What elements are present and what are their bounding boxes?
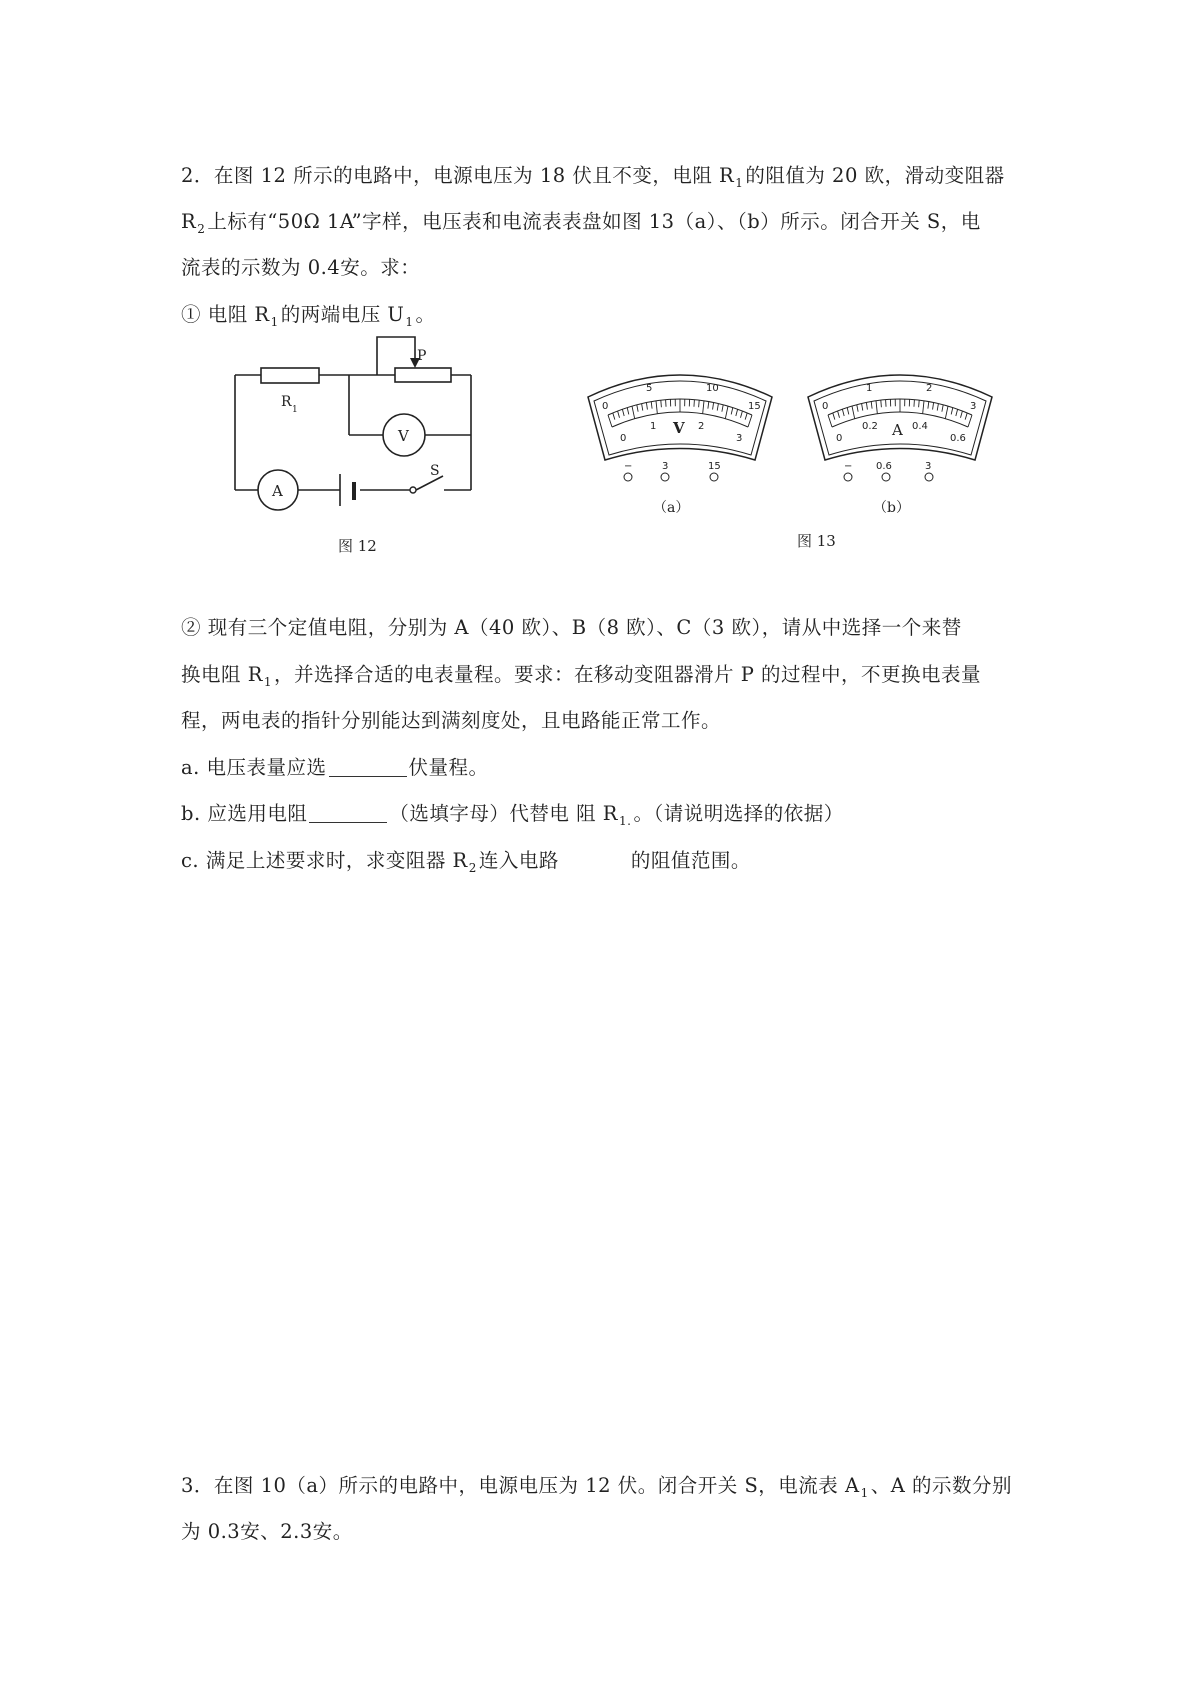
q2-text: 。 — [415, 303, 436, 326]
a-top-2: 2 — [926, 383, 933, 394]
q2-text: 上标有“50Ω 1A”字样，电压表和电流表表盘如图 13（a）、（b）所示。闭合开关 S，电 — [207, 210, 981, 233]
q3-text: 3．在图 10（a）所示的电路中，电源电压为 12 伏。闭合开关 S，电流表 A — [181, 1474, 860, 1497]
ammeter-dial — [808, 375, 992, 460]
fig12-caption: 图 12 — [338, 537, 377, 555]
v-term-3: 3 — [662, 461, 669, 472]
subscript: 2 — [468, 861, 477, 875]
q3-line-2: 为 0.3安、2.3安。 — [181, 1520, 353, 1543]
q2-text: ① 电阻 R — [181, 303, 270, 326]
v-bot-1: 1 — [650, 421, 657, 432]
slider-label: P — [417, 348, 427, 364]
a-bot-06: 0.6 — [950, 433, 966, 444]
a-top-3: 3 — [970, 401, 977, 412]
dial-tick — [661, 400, 662, 407]
a-top-1: 1 — [866, 383, 873, 394]
subscript: 1 — [735, 176, 744, 190]
a-top-0: 0 — [822, 401, 829, 412]
q2-line-2 — [181, 206, 981, 236]
q2-line-3: 流表的示数为 0.4安。求： — [181, 256, 421, 279]
answer-blank[interactable] — [329, 756, 407, 777]
q2-text: 换电阻 R — [181, 663, 263, 686]
v-top-5: 5 — [646, 383, 653, 394]
v-top-10: 10 — [706, 383, 719, 394]
voltmeter-label: V — [398, 427, 409, 445]
a-term-06: 0.6 — [876, 461, 892, 472]
a-bot-04: 0.4 — [912, 421, 928, 432]
v-term-neg: − — [624, 461, 633, 472]
a-term-neg: − — [844, 461, 853, 472]
terminal-icon — [710, 473, 718, 481]
ammeter-terminals — [844, 461, 933, 481]
fig13a-caption: （a） — [653, 500, 690, 516]
voltmeter-terminals — [624, 461, 721, 481]
switch-label: S — [430, 463, 440, 479]
q2-text: 的阻值范围。 — [630, 849, 751, 872]
a-bot-02: 0.2 — [862, 421, 878, 432]
terminal-icon — [925, 473, 933, 481]
circuit-diagram-fig12 — [225, 330, 485, 515]
subscript: 1. — [618, 814, 632, 828]
q2-text: 的两端电压 U — [280, 303, 405, 326]
q2-sub-b — [181, 798, 844, 828]
q2-text: 。（请说明选择的依据） — [633, 802, 844, 825]
q2-text: 伏量程。 — [408, 756, 489, 779]
r1-subscript: 1 — [292, 405, 298, 415]
rheostat-r2 — [395, 368, 451, 382]
r1-label: R — [281, 394, 292, 410]
q2-text: 2．在图 12 所示的电路中，电源电压为 18 伏且不变，电阻 R — [181, 164, 735, 187]
fig13-caption: 图 13 — [797, 532, 836, 550]
v-bot-3: 3 — [736, 433, 743, 444]
v-bot-0: 0 — [620, 433, 627, 444]
q2-text: c. 满足上述要求时，求变阻器 R — [181, 849, 468, 872]
subscript: 1 — [270, 315, 279, 329]
ammeter-label: A — [272, 482, 283, 500]
meters-fig13 — [580, 365, 1065, 520]
q2-text: （选填字母）代替电 阻 R — [389, 802, 618, 825]
dial-tick — [881, 400, 882, 407]
resistor-r1 — [261, 368, 319, 383]
subscript: 1 — [405, 315, 414, 329]
voltmeter-symbol-label: V — [673, 419, 685, 437]
subscript: 2 — [197, 222, 206, 236]
voltmeter-dial — [588, 375, 772, 460]
terminal-icon — [882, 473, 890, 481]
fig13b-caption: （b） — [873, 500, 910, 516]
q3-text: 、A 的示数分别 — [870, 1474, 1013, 1497]
dial-tick — [919, 400, 920, 407]
ammeter-symbol-label: A — [892, 421, 903, 439]
v-term-15: 15 — [708, 461, 721, 472]
q2-line-1 — [181, 160, 1005, 190]
q2-text: 的阻值为 20 欧，滑动变阻器 — [745, 164, 1005, 187]
q2-part-2-line-2 — [181, 659, 981, 689]
answer-blank[interactable] — [309, 802, 387, 823]
q2-part-2-line-3: 程，两电表的指针分别能达到满刻度处，且电路能正常工作。 — [181, 709, 722, 732]
q2-part-2-line-1: ② 现有三个定值电阻，分别为 A（40 欧）、B（8 欧）、C（3 欧），请从中选择一个来替 — [181, 616, 962, 639]
terminal-icon — [844, 473, 852, 481]
q2-text: ，并选择合适的电表量程。要求：在移动变阻器滑片 P 的过程中，不更换电表量 — [274, 663, 982, 686]
q2-sub-a — [181, 752, 489, 780]
q2-text: R — [181, 210, 197, 233]
q3-line-1 — [181, 1470, 1012, 1500]
terminal-icon — [661, 473, 669, 481]
subscript: 1 — [860, 1486, 869, 1500]
v-top-15: 15 — [748, 401, 761, 412]
q2-part-1 — [181, 299, 436, 329]
a-term-3: 3 — [925, 461, 932, 472]
q2-sub-c — [181, 845, 751, 875]
v-top-0: 0 — [602, 401, 609, 412]
q2-text: b. 应选用电阻 — [181, 802, 308, 825]
q2-text: a. 电压表量应选 — [181, 756, 327, 779]
dial-tick — [699, 400, 700, 407]
switch-contact — [410, 487, 416, 493]
q2-text: 连入电路 — [478, 849, 559, 872]
v-bot-2: 2 — [698, 421, 705, 432]
a-bot-0: 0 — [836, 433, 843, 444]
terminal-icon — [624, 473, 632, 481]
subscript: 1 — [263, 675, 273, 689]
